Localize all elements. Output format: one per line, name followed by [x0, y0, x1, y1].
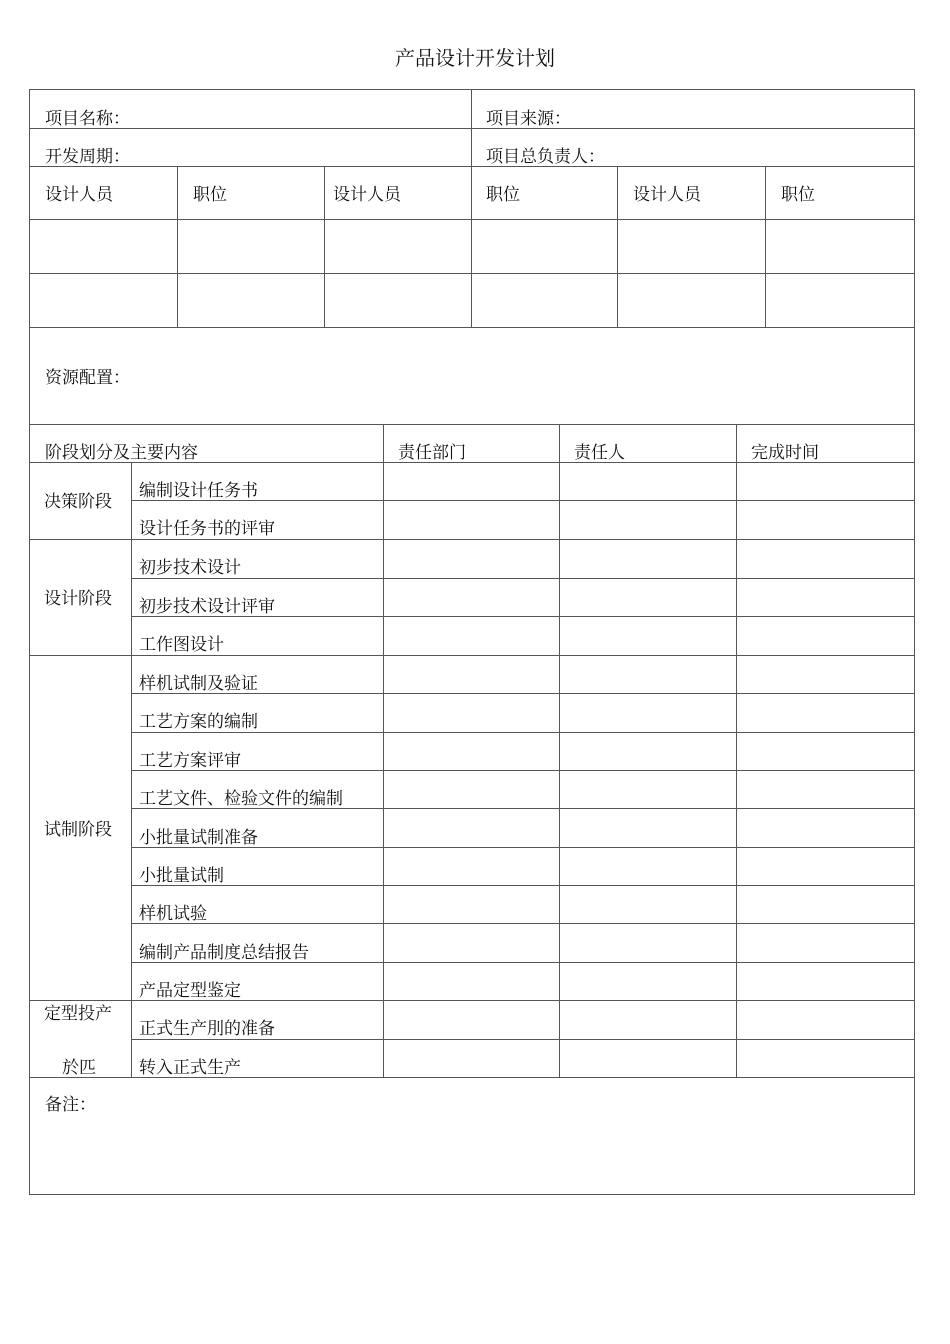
- stage-item: 样机试验: [139, 904, 207, 924]
- stage-item: 初步技术设计评审: [139, 597, 275, 617]
- col-divider: [471, 166, 472, 327]
- staff-header: 职位: [486, 185, 520, 205]
- row-divider: [29, 424, 915, 425]
- project-leader-label: 项目总负责人：: [486, 147, 605, 167]
- stage-name: 定型投产: [44, 1004, 112, 1024]
- row-divider: [29, 128, 915, 129]
- resources-label: 资源配置：: [45, 368, 130, 388]
- col-divider: [131, 462, 132, 1077]
- stage-item: 正式生产刖的准备: [139, 1019, 275, 1039]
- page-title: 产品设计开发计划: [395, 46, 555, 70]
- col-divider: [177, 166, 178, 327]
- stage-item: 小批量试制: [139, 866, 224, 886]
- row-divider: [131, 923, 915, 924]
- col-divider: [559, 424, 560, 1077]
- row-divider: [29, 166, 915, 167]
- project-source-label: 项目来源：: [486, 109, 571, 129]
- stage-item: 转入正式生产: [139, 1058, 241, 1078]
- staff-header: 设计人员: [633, 185, 701, 205]
- staff-header: 职位: [781, 185, 815, 205]
- stage-item: 初步技术设计: [139, 558, 241, 578]
- stage-content-header: 阶段划分及主要内容: [45, 443, 198, 463]
- col-divider: [765, 166, 766, 327]
- stage-item: 编制产品制度总结报告: [139, 943, 309, 963]
- stage-name: 於匹: [62, 1058, 96, 1078]
- row-divider: [131, 770, 915, 771]
- time-header: 完成时间: [751, 443, 819, 463]
- stage-item: 工艺文件、检验文件的编制: [139, 789, 343, 809]
- project-name-label: 项目名称：: [45, 109, 130, 129]
- dev-period-label: 开发周期：: [45, 147, 130, 167]
- row-divider: [29, 655, 915, 656]
- stage-item: 产品定型鉴定: [139, 981, 241, 1001]
- stage-name: 试制阶段: [44, 820, 112, 840]
- staff-header: 设计人员: [45, 185, 113, 205]
- person-header: 责任人: [574, 443, 625, 463]
- row-divider: [29, 539, 915, 540]
- col-divider: [736, 424, 737, 1077]
- row-divider: [131, 732, 915, 733]
- dept-header: 责任部门: [398, 443, 466, 463]
- row-divider: [29, 273, 915, 274]
- row-divider: [131, 578, 915, 579]
- stage-item: 设计任务书的评审: [139, 519, 275, 539]
- stage-item: 工艺方案评审: [139, 751, 241, 771]
- col-divider: [617, 166, 618, 327]
- stage-item: 小批量试制准备: [139, 828, 258, 848]
- stage-item: 工作图设计: [139, 635, 224, 655]
- col-divider: [471, 89, 472, 167]
- row-divider: [131, 1039, 915, 1040]
- col-divider: [383, 424, 384, 1077]
- stage-name: 决策阶段: [44, 492, 112, 512]
- stage-name: 设计阶段: [44, 589, 112, 609]
- staff-header: 设计人员: [333, 185, 401, 205]
- stage-item: 编制设计任务书: [139, 481, 258, 501]
- col-divider: [324, 166, 325, 327]
- remarks-label: 备注：: [45, 1095, 96, 1115]
- row-divider: [29, 327, 915, 328]
- stage-item: 样机试制及验证: [139, 674, 258, 694]
- stage-item: 工艺方案的编制: [139, 712, 258, 732]
- row-divider: [29, 219, 915, 220]
- staff-header: 职位: [193, 185, 227, 205]
- row-divider: [131, 885, 915, 886]
